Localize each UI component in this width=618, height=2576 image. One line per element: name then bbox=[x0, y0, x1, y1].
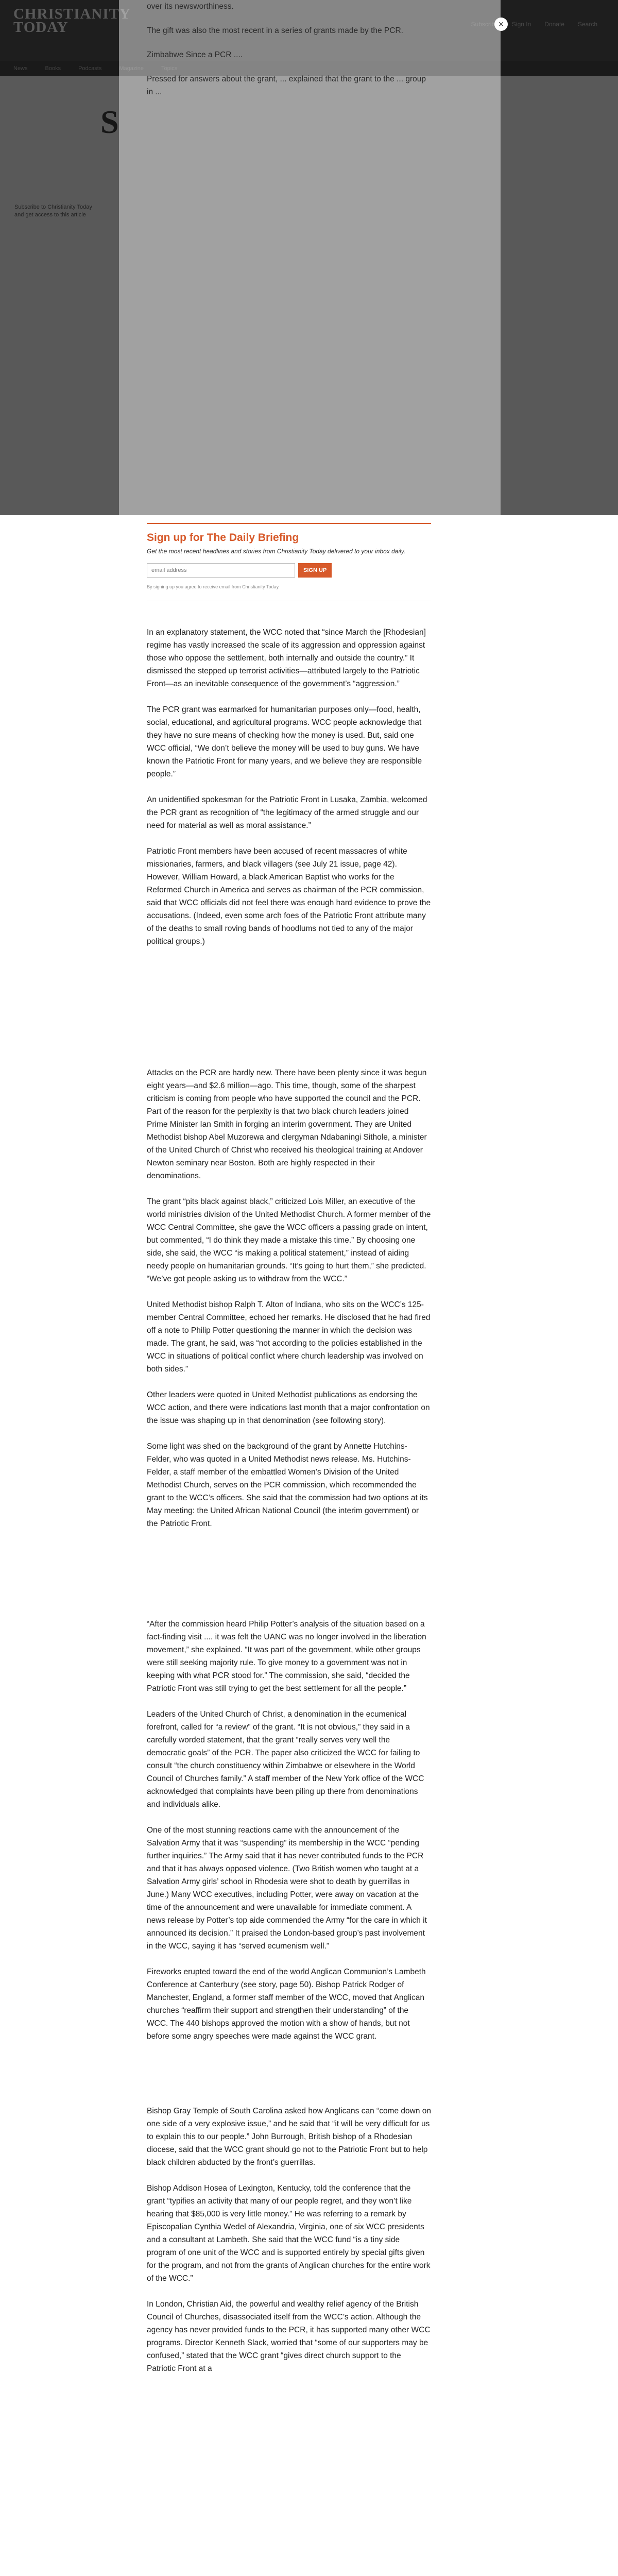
modal-paragraph: Pressed for answers about the grant, ... explained that the grant to the ... group in ... bbox=[147, 75, 426, 96]
ad-space bbox=[147, 961, 431, 1066]
modal-close-button[interactable] bbox=[494, 18, 508, 31]
signup-tagline: Get the most recent headlines and stories from Christianity Today delivered to your inbox daily. bbox=[147, 548, 406, 555]
article-paragraph: Bishop Gray Temple of South Carolina asked how Anglicans can “come down on one side of a very explosive issue,” and he said that “it will be very difficult for us to explain this to our people.” John Burrough, British bishop of a Rhodesian diocese, said that the WCC grant should go not to the Patriotic Front but to help black children abducted by the front’s guerrillas. bbox=[147, 2107, 431, 2167]
article-paragraph: Leaders of the United Church of Christ, a denomination in the ecumenical forefront, called for “a review” of the grant. “It is not obvious,” they said in a carefully worded statement, that the grant “really serves very well the democratic goals” of the PCR. The paper also criticized the WCC for failing to consult “the church constituency within Zimbabwe or elsewhere in the World Council of Churches family.” A staff member of the New York office of the WCC acknowledged that complaints have been piling up there from denominations and individuals alike. bbox=[147, 1710, 424, 1809]
close-icon: × bbox=[498, 19, 504, 29]
signup-title: Sign up for The Daily Briefing bbox=[147, 532, 299, 544]
signup-form bbox=[147, 563, 431, 578]
modal-paragraph: Zimbabwe Since a PCR .... bbox=[147, 50, 243, 59]
article-body bbox=[147, 523, 431, 2388]
modal-faded-text bbox=[147, 0, 431, 110]
article-paragraph: The PCR grant was earmarked for humanitarian purposes only—food, health, social, educational, and agricultural programs. WCC people acknowledge that they have no sure means of checking how the money is used. But, said one WCC official, “We don’t believe the money will be used to buy guns. We have known the Patriotic Front for many years, and we believe they are responsible people.” bbox=[147, 705, 422, 778]
modal-paragraph: over its newsworthiness. bbox=[147, 2, 234, 11]
article-paragraph: Attacks on the PCR are hardly new. There have been plenty since it was begun eight years—and $2.6 million—ago. This time, though, some of the sharpest criticism is coming from people who have supported the council and the PCR. Part of the reason for the perplexity is that two black church leaders joined Prime Minister Ian Smith in forging an interim government. They are United Methodist bishop Abel Muzorewa and clergyman Ndabaningi Sithole, a minister of the United Church of Christ who received his theological training at Andover Newton seminary near Boston. Both are highly respected in their denominations. bbox=[147, 1069, 427, 1180]
article-paragraph: “After the commission heard Philip Potter’s analysis of the situation based on a fact-finding visit .... it was felt the UANC was no longer involved in the liberation movement,” she explained. “It was part of the government, while other groups were still seeking majority rule. To give money to a government was not in keeping with what PCR stood for.” The commission, she said, “decided the Patriotic Front was still trying to get the best settlement for all the people.” bbox=[147, 1620, 426, 1693]
article-paragraph: An unidentified spokesman for the Patriotic Front in Lusaka, Zambia, welcomed the PCR grant as recognition of “the legitimacy of the armed struggle and our need for material as well as moral assistance.” bbox=[147, 795, 427, 830]
ad-space bbox=[147, 2056, 431, 2105]
ad-space bbox=[147, 1543, 431, 1618]
email-input[interactable] bbox=[147, 563, 295, 578]
article-paragraph: United Methodist bishop Ralph T. Alton of Indiana, who sits on the WCC’s 125-member Central Committee, echoed her remarks. He disclosed that he had fired off a note to Philip Potter questioning the manner in which the decision was made. The grant, he said, was “not according to the policies established in the WCC in situations of political conflict where church leadership was involved on both sides.” bbox=[147, 1300, 431, 1374]
article-paragraph: Bishop Addison Hosea of Lexington, Kentucky, told the conference that the grant “typifies an activity that many of our people regret, and they won’t like hearing that $85,000 is very little money.” He was referring to a remark by Episcopalian Cynthia Wedel of Alexandria, Virginia, one of six WCC presidents and a consultant at Lambeth. She said that the WCC fund “is a tiny side program of one unit of the WCC and is supported entirely by special gifts given for the program, and not from the grants of Anglican churches for the entire work of the WCC.” bbox=[147, 2184, 431, 2283]
article-paragraph: Some light was shed on the background of the grant by Annette Hutchins-Felder, who was quoted in a United Methodist news release. Ms. Hutchins-Felder, a staff member of the embattled Women’s Division of the United Methodist Church, serves on the PCR commission, which recommended the grant to the WCC’s officers. She said that the commission had two options at its May meeting: the United African National Council (the interim government) or the Patriotic Front. bbox=[147, 1442, 428, 1528]
signup-button[interactable]: SIGN UP bbox=[298, 563, 332, 578]
article-paragraph: The grant “pits black against black,” criticized Lois Miller, an executive of the world ministries division of the United Methodist Church. A former member of the WCC Central Committee, she gave the WCC officers a passing grade on intent, but commented, “I do think they made a mistake this time.” By choosing one side, she said, the WCC “is making a political statement,” instead of aiding needy people on humanitarian grounds. “It’s going to hurt them,” she predicted. “We’ve got people asking us to withdraw from the WCC.” bbox=[147, 1197, 431, 1283]
article-paragraph: In an explanatory statement, the WCC noted that “since March the [Rhodesian] regime has vastly increased the scale of its aggression and oppression against those who oppose the settlement, both internally and outside the country.” It dismissed the stepped up terrorist activities—attributed largely to the Patriotic Front—as an inevitable consequence of the government’s “aggression.” bbox=[147, 628, 426, 688]
article-paragraph: One of the most stunning reactions came with the announcement of the Salvation Army that it was “suspending” its membership in the WCC “pending further inquiries.” The Army said that it has never contributed funds to the PCR and that it has always opposed violence. (Two British women who taught at a Salvation Army girls’ school in Rhodesia were shot to death by guerrillas in June.) Many WCC executives, including Potter, were away on vacation at the time of the announcement and were unavailable for immediate comment. A news release by Potter’s top aide commended the Army “for the care in which it announced its decision.” It praised the London-based group’s past involvement in the WCC, saying it has “served ecumenism well.” bbox=[147, 1826, 427, 1951]
signup-fine-print: By signing up you agree to receive email from Christianity Today. bbox=[147, 584, 280, 589]
modal-paragraph: The gift was also the most recent in a series of grants made by the PCR. bbox=[147, 26, 403, 35]
article-paragraph: In London, Christian Aid, the powerful and wealthy relief agency of the British Council of Churches, disassociated itself from the WCC’s action. Although the agency has never provided funds to the PCR, it has supported many other WCC programs. Director Kenneth Slack, worried that “some of our supporters may be confused,” stated that the WCC grant “gives direct church support to the Patriotic Front at a bbox=[147, 2300, 431, 2373]
article-paragraph: Patriotic Front members have been accused of recent massacres of white missionaries, farmers, and black villagers (see July 21 issue, page 42). However, William Howard, a black American Baptist who works for the Reformed Church in America and serves as chairman of the PCR commission, said that WCC officials did not feel there was enough hard evidence to prove the accusations. (Indeed, even some arch foes of the Patriotic Front attribute many of the deaths to small roving bands of hoodlums not tied to any of the major political groups.) bbox=[147, 847, 431, 946]
article-paragraph: Other leaders were quoted in United Methodist publications as endorsing the WCC action, and there were indications last month that a major confrontation on the issue was shaping up in that denomination (see following story). bbox=[147, 1391, 430, 1425]
newsletter-signup bbox=[147, 523, 431, 601]
article-paragraph: Fireworks erupted toward the end of the world Anglican Communion’s Lambeth Conference at Canterbury (see story, page 50). Bishop Patrick Rodger of Manchester, England, a former staff member of the WCC, moved that Anglican churches “reaffirm their support and strengthen their understanding” of the WCC. The 440 bishops approved the motion with a show of hands, but not before some angry speeches were made against the WCC grant. bbox=[147, 1968, 426, 2041]
